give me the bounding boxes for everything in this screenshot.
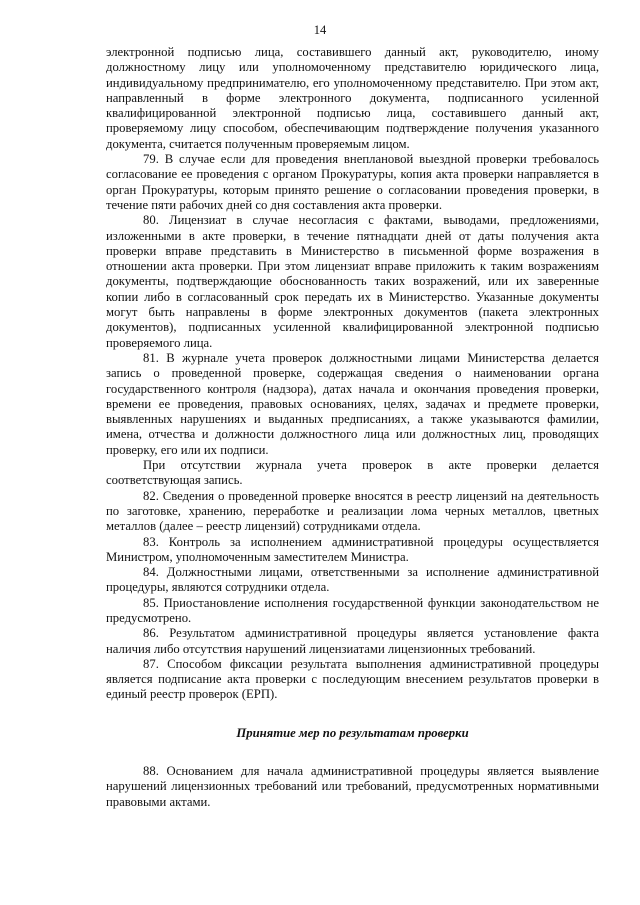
paragraph-86: 86. Результатом административной процедуры является установление факта наличия либо отсутствия нарушений лицензиатами лицензионных требований. [106, 626, 599, 656]
page-number: 14 [313, 23, 327, 37]
paragraph-84: 84. Должностными лицами, ответственными за исполнение административной процедуры, являются сотрудники отдела. [106, 565, 599, 595]
paragraph-81-note: При отсутствии журнала учета проверок в акте проверки делается соответствующая запись. [106, 458, 599, 488]
paragraph-85: 85. Приостановление исполнения государственной функции законодательством не предусмотрено. [106, 595, 599, 625]
paragraph-81: 81. В журнале учета проверок должностными лицами Министерства делается запись о проведенной проверке, содержащая сведения о наименовании органа государственного контроля (надзора), датах начала и окончания проведения проверки, времени ее проведения, правовых основаниях, целях, задачах и предмете проверки, выявленных нарушениях и выданных предписаниях, а также указываются фамилии, имена, отчества и должности должностного лица или должностных лиц, проводящих проверку, его или их подписи. [106, 350, 599, 457]
paragraph-83: 83. Контроль за исполнением административной процедуры осуществляется Министром, уполномоченным заместителем Министра. [106, 534, 599, 564]
section-heading: Принятие мер по результатам проверки [236, 725, 469, 740]
document-body [106, 45, 599, 810]
paragraph-87: 87. Способом фиксации результата выполнения административной процедуры является подписание акта проверки с последующим внесением результатов проверки в единый реестр проверок (ЕРП). [106, 656, 599, 702]
paragraph-82: 82. Сведения о проведенной проверке вносятся в реестр лицензий на деятельность по заготовке, хранению, переработке и реализации лома черных металлов, цветных металлов (далее – реестр лицензий) сотрудниками отдела. [106, 488, 599, 534]
paragraph-78-continued: электронной подписью лица, составившего данный акт, руководителю, иному должностному лицу или уполномоченному представителю юридического лица, индивидуальному предпринимателю, его уполномоченному представителю. При этом акт, направленный в форме электронного документа, подписанного усиленной квалифицированной электронной подписью лица, составившего данный акт, проверяемому лицу способом, обеспечивающим подтверждение получения указанного документа, считается полученным проверяемым лицом. [106, 45, 599, 151]
paragraph-80: 80. Лицензиат в случае несогласия с фактами, выводами, предложениями, изложенными в акте проверки, в течение пятнадцати дней от даты получения акта проверки вправе представить в Министерство в письменной форме возражения в отношении акта проверки. При этом лицензиат вправе приложить к таким возражениям документы, подтверждающие обоснованность таких возражений, или их заверенные копии либо в согласованный срок передать их в Министерство. Указанные документы могут быть направлены в форме электронных документов (пакета электронных документов), подписанных усиленной квалифицированной электронной подписью проверяемого лица. [106, 213, 599, 350]
paragraph-88: 88. Основанием для начала административной процедуры является выявление нарушений лицензионных требований или требований, предусмотренных нормативными правовыми актами. [106, 764, 599, 809]
paragraph-79: 79. В случае если для проведения внеплановой выездной проверки требовалось согласование ее проведения с органом Прокуратуры, копия акта проверки направляется в орган Прокуратуры, которым принято решение о согласовании проведения проверки, в течение пяти рабочих дней со дня составления акта проверки. [106, 152, 599, 212]
